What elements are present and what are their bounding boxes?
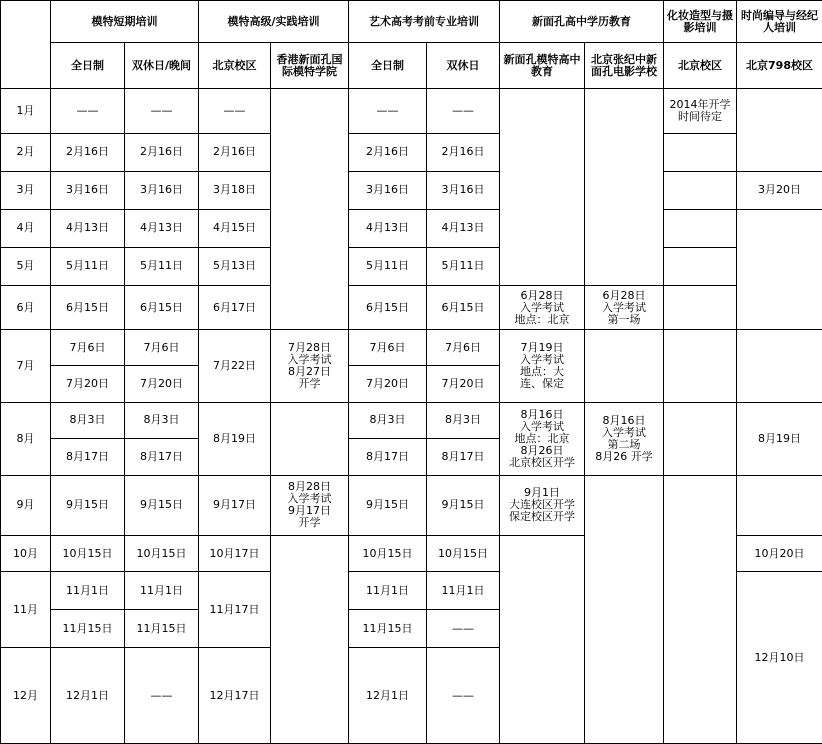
schedule-cell: 11月15日	[51, 610, 125, 648]
schedule-cell: 8月17日	[51, 438, 125, 475]
schedule-cell	[664, 402, 737, 475]
schedule-cell: 8月19日	[737, 402, 822, 475]
schedule-cell: 9月15日	[427, 475, 500, 535]
schedule-cell: 6月17日	[199, 286, 271, 330]
schedule-cell: 4月13日	[125, 209, 199, 247]
schedule-cell: 12月17日	[199, 648, 271, 744]
schedule-cell: 11月15日	[125, 610, 199, 648]
schedule-cell: 9月15日	[51, 475, 125, 535]
month-label: 7月	[1, 330, 51, 402]
subheader-798: 北京798校区	[737, 43, 822, 89]
schedule-cell: 2014年开学时间待定	[664, 89, 737, 133]
schedule-cell	[500, 89, 585, 286]
schedule-cell: 6月15日	[349, 286, 427, 330]
month-label: 12月	[1, 648, 51, 744]
schedule-cell: 9月1日 大连校区开学 保定校区开学	[500, 475, 585, 535]
subheader-beijing: 北京校区	[664, 43, 737, 89]
month-label: 5月	[1, 247, 51, 285]
schedule-cell	[737, 475, 822, 535]
month-label: 1月	[1, 89, 51, 133]
header-art-exam: 艺术高考考前专业培训	[349, 1, 500, 43]
schedule-cell: 4月15日	[199, 209, 271, 247]
schedule-cell	[271, 402, 349, 475]
header-makeup: 化妆造型与摄影培训	[664, 1, 737, 43]
schedule-cell: 11月1日	[349, 572, 427, 610]
schedule-cell: 8月17日	[349, 438, 427, 475]
schedule-cell	[737, 89, 822, 171]
schedule-cell: 11月1日	[125, 572, 199, 610]
schedule-cell: 7月6日	[125, 330, 199, 366]
schedule-cell: 6月28日 入学考试 地点：北京	[500, 286, 585, 330]
subheader-model-highschool: 新面孔模特高中教育	[500, 43, 585, 89]
schedule-cell	[664, 171, 737, 209]
schedule-cell: 2月16日	[427, 133, 500, 171]
schedule-cell	[664, 209, 737, 247]
month-label: 8月	[1, 402, 51, 475]
schedule-cell: 3月16日	[427, 171, 500, 209]
schedule-cell	[664, 286, 737, 330]
schedule-cell: ——	[125, 648, 199, 744]
schedule-cell: 2月16日	[349, 133, 427, 171]
schedule-cell: 10月15日	[427, 536, 500, 572]
schedule-cell: 10月15日	[125, 536, 199, 572]
schedule-cell: 7月6日	[51, 330, 125, 366]
schedule-cell: 5月13日	[199, 247, 271, 285]
schedule-cell: 7月6日	[349, 330, 427, 366]
subheader-beijing: 北京校区	[199, 43, 271, 89]
schedule-cell: 7月28日 入学考试 8月27日 开学	[271, 330, 349, 402]
schedule-cell: ——	[427, 89, 500, 133]
schedule-cell: 5月11日	[349, 247, 427, 285]
month-label: 11月	[1, 572, 51, 648]
schedule-cell: 4月13日	[349, 209, 427, 247]
subheader-weekend-evening: 双休日/晚间	[125, 43, 199, 89]
schedule-cell: 8月16日 入学考试 地点：北京 8月26日 北京校区开学	[500, 402, 585, 475]
header-fashion: 时尚编导与经纪人培训	[737, 1, 822, 43]
schedule-cell: 8月3日	[51, 402, 125, 438]
schedule-cell	[737, 330, 822, 402]
schedule-cell: 11月15日	[349, 610, 427, 648]
schedule-cell: 3月20日	[737, 171, 822, 209]
schedule-cell	[585, 330, 664, 402]
schedule-cell: 10月17日	[199, 536, 271, 572]
subheader-weekend: 双休日	[427, 43, 500, 89]
schedule-cell: 12月10日	[737, 572, 822, 744]
schedule-cell: 6月15日	[427, 286, 500, 330]
schedule-cell: 7月22日	[199, 330, 271, 402]
schedule-cell: 8月3日	[349, 402, 427, 438]
schedule-cell: ——	[199, 89, 271, 133]
schedule-cell: ——	[51, 89, 125, 133]
schedule-cell: 11月17日	[199, 572, 271, 648]
schedule-cell: 9月15日	[125, 475, 199, 535]
schedule-cell: 4月13日	[51, 209, 125, 247]
schedule-cell: 8月16日 入学考试 第二场 8月26 开学	[585, 402, 664, 475]
schedule-cell	[585, 475, 664, 743]
schedule-cell: ——	[349, 89, 427, 133]
schedule-cell: ——	[427, 648, 500, 744]
schedule-cell: 3月18日	[199, 171, 271, 209]
schedule-cell: 3月16日	[125, 171, 199, 209]
month-label: 6月	[1, 286, 51, 330]
schedule-cell	[271, 89, 349, 330]
schedule-cell: 6月15日	[125, 286, 199, 330]
month-label: 3月	[1, 171, 51, 209]
month-label: 2月	[1, 133, 51, 171]
schedule-cell: 12月1日	[349, 648, 427, 744]
schedule-cell: 6月28日 入学考试 第一场	[585, 286, 664, 330]
month-label: 4月	[1, 209, 51, 247]
schedule-cell: 11月1日	[51, 572, 125, 610]
schedule-cell: 9月17日	[199, 475, 271, 535]
schedule-cell: 8月28日 入学考试 9月17日 开学	[271, 475, 349, 535]
schedule-cell: 2月16日	[125, 133, 199, 171]
schedule-cell: 7月20日	[349, 366, 427, 402]
schedule-cell	[271, 536, 349, 744]
schedule-cell	[585, 89, 664, 286]
corner-cell	[1, 1, 51, 89]
subheader-hongkong: 香港新面孔国际模特学院	[271, 43, 349, 89]
schedule-cell: 8月3日	[125, 402, 199, 438]
subheader-fulltime: 全日制	[349, 43, 427, 89]
schedule-cell: 5月11日	[51, 247, 125, 285]
schedule-cell	[664, 475, 737, 743]
subheader-film-school: 北京张纪中新面孔电影学校	[585, 43, 664, 89]
schedule-cell: 12月1日	[51, 648, 125, 744]
schedule-cell: 10月15日	[51, 536, 125, 572]
schedule-cell	[664, 330, 737, 402]
schedule-cell	[664, 247, 737, 285]
header-model-short: 模特短期培训	[51, 1, 199, 43]
schedule-cell: 5月11日	[427, 247, 500, 285]
schedule-cell: 8月17日	[125, 438, 199, 475]
schedule-cell: ——	[427, 610, 500, 648]
month-label: 10月	[1, 536, 51, 572]
schedule-cell: 7月20日	[51, 366, 125, 402]
schedule-cell: 8月19日	[199, 402, 271, 475]
schedule-cell: 3月16日	[51, 171, 125, 209]
schedule-cell: ——	[125, 89, 199, 133]
month-label: 9月	[1, 475, 51, 535]
schedule-cell: 2月16日	[51, 133, 125, 171]
schedule-cell: 10月15日	[349, 536, 427, 572]
schedule-cell: 10月20日	[737, 536, 822, 572]
schedule-cell: 3月16日	[349, 171, 427, 209]
schedule-cell: 4月13日	[427, 209, 500, 247]
schedule-cell: 8月17日	[427, 438, 500, 475]
schedule-cell: 5月11日	[125, 247, 199, 285]
schedule-cell	[500, 536, 585, 744]
subheader-fulltime: 全日制	[51, 43, 125, 89]
header-model-advanced: 模特高级/实践培训	[199, 1, 349, 43]
schedule-cell: 6月15日	[51, 286, 125, 330]
schedule-cell: 9月15日	[349, 475, 427, 535]
schedule-cell: 7月19日 入学考试 地点：大 连、保定	[500, 330, 585, 402]
schedule-cell	[737, 209, 822, 329]
schedule-cell: 8月3日	[427, 402, 500, 438]
schedule-cell	[664, 133, 737, 171]
schedule-cell: 7月20日	[427, 366, 500, 402]
schedule-cell: 7月6日	[427, 330, 500, 366]
schedule-cell: 7月20日	[125, 366, 199, 402]
header-high-school: 新面孔高中学历教育	[500, 1, 664, 43]
schedule-cell: 2月16日	[199, 133, 271, 171]
schedule-cell: 11月1日	[427, 572, 500, 610]
